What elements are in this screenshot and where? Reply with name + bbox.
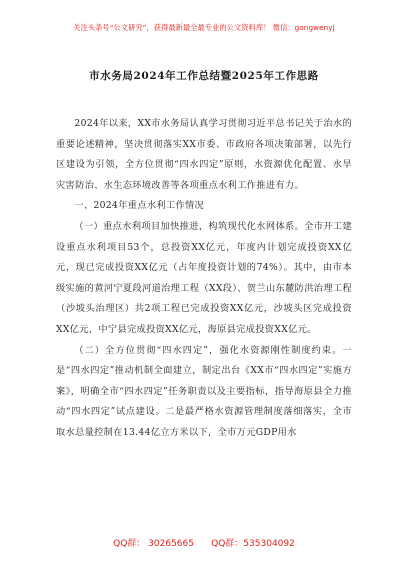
subsection-paragraph-1: （一）重点水利项目加快推进，构筑现代化水网体系。全市开工建设重点水利项目53个，总投资XX亿元，年度内计划完成投资XX亿元，现已完成投资XX亿元（占年度投资计划的74%）。其中，由市本级实施的黄河宁夏段河道治理工程（XX段）、贺兰山东麓防洪治理工程（沙坡头治理区）共2项工程已完成投资XX亿元，沙坡头区完成投资XX亿元，中宁县完成投资XX亿元，海原县完成投资XX亿元。 xyxy=(56,220,352,335)
footer-qq-note: QQ群： 30265665 QQ群：535304092 xyxy=(113,539,295,549)
section-heading: 一、2024年重点水利工作情况 xyxy=(74,200,205,212)
document-body xyxy=(56,114,352,444)
intro-paragraph: 2024年以来，XX市水务局认真学习贯彻习近平总书记关于治水的重要论述精神，坚决贯彻落实XX市委、市政府各项决策部署，以先行区建设为引领，全方位贯彻“四水四定”原则，水资源优化配置、水旱灾害防治、水生态环境改善等各项重点水利工作推进有力。 xyxy=(56,118,352,191)
document-title: 市水务局2024年工作总结暨2025年工作思路 xyxy=(89,70,319,82)
header-promo-note: 关注头条号“公文研究”，获得最新最全最专业的公文资料库！ 微信：gongwenyj xyxy=(73,23,335,32)
subsection-paragraph-2: （二）全方位贯彻“四水四定”，强化水资源刚性制度约束。一是“四水四定”推动机制全面建立，制定出台《XX市“四水四定”实施方案》，明确全市“四水四定”任务职责以及主要指标，指导海原县全力推动“四水四定”试点建设。二是最严格水资源管理制度落细落实，全市取水总量控制在13.44亿立方米以下，全市万元GDP用水 xyxy=(56,344,352,438)
